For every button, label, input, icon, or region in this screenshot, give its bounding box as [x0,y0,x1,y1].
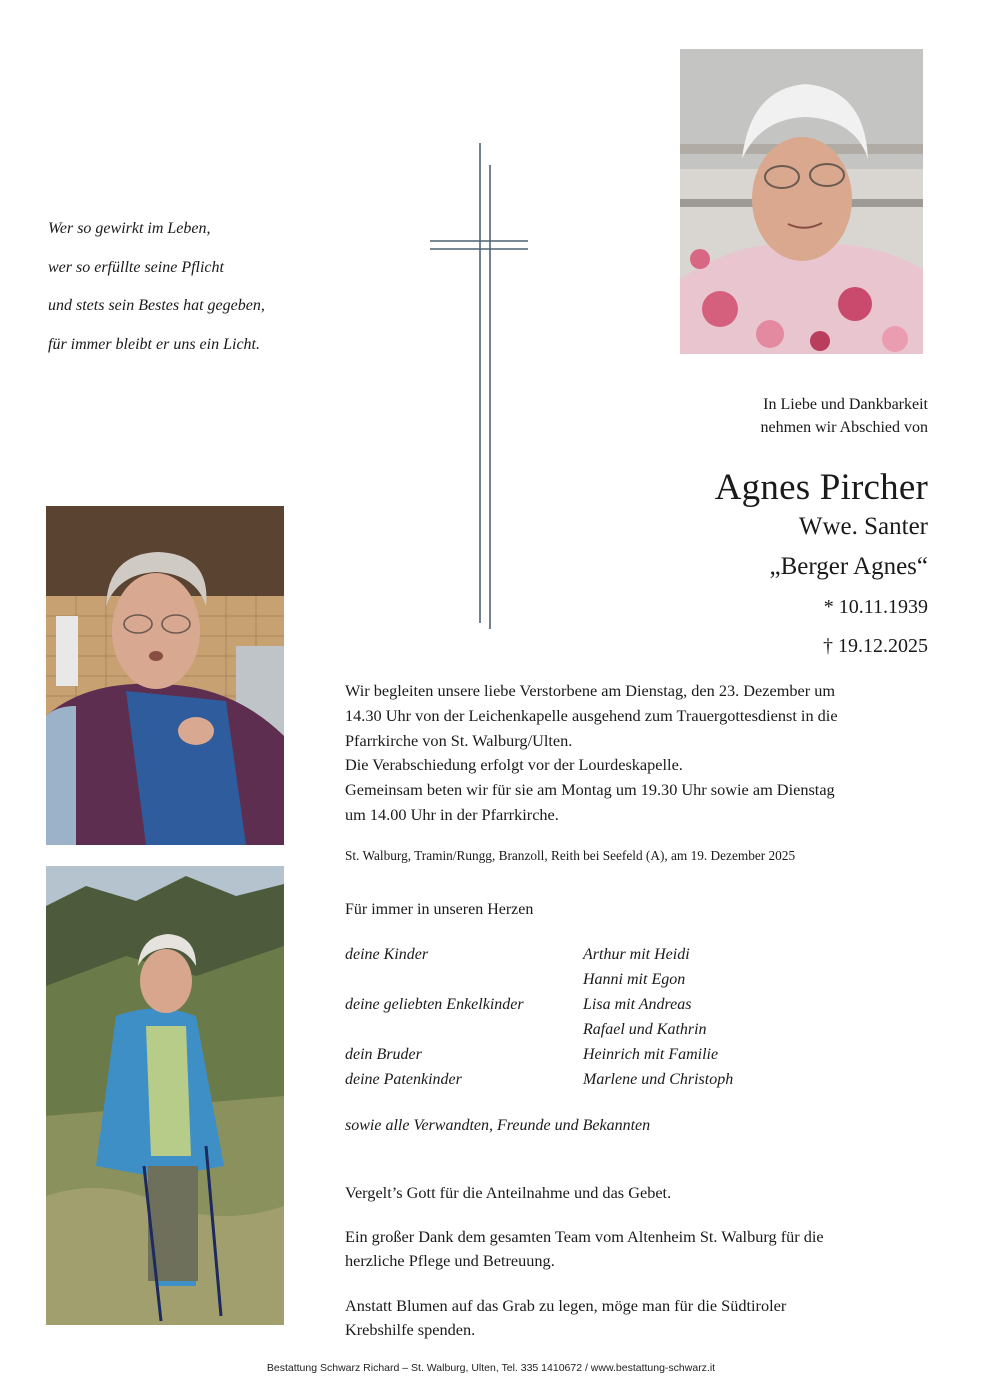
poem-line: und stets sein Bestes hat gegeben, [48,297,265,314]
intro-line: In Liebe und Dankbarkeit [763,396,928,413]
cross-icon [430,143,530,633]
forever-heading: Für immer in unseren Herzen [345,901,534,918]
thanks-prayer: Vergelt’s Gott für die Anteilnahme und das Gebet. [345,1183,672,1202]
family-row [345,1042,733,1067]
family-role: deine Patenkinder [345,1071,462,1088]
thanks-team-line: Ein großer Dank dem gesamten Team vom Altenheim St. Walburg für die [345,1227,824,1246]
family-role: deine geliebten Enkelkinder [345,996,524,1013]
family-names: Heinrich mit Familie [583,1046,719,1063]
thanks-team [345,1225,930,1273]
mountain-photo [46,866,284,1325]
announcement-line: Gemeinsam beten wir für sie am Montag um 19.30 Uhr sowie am Dienstag [345,780,835,800]
family-row [345,992,733,1017]
announcement-line: 14.30 Uhr von der Leichenkapelle ausgehend zum Trauergottesdienst in die [345,705,838,725]
funeral-announcement [345,679,930,828]
family-row [345,1017,733,1042]
family-role [345,1017,583,1042]
thanks-team-line: herzliche Pflege und Betreuung. [345,1251,555,1270]
intro-line: nehmen wir Abschied von [760,419,928,436]
poem-line: Wer so gewirkt im Leben, [48,220,211,237]
widow-of: Wwe. Santer [798,513,928,540]
announcement-line: Die Verabschiedung erfolgt vor der Lourdeskapelle. [345,755,683,775]
donation-line: Anstatt Blumen auf das Grab zu legen, möge man für die Südtiroler [345,1296,787,1315]
birth-date: * 10.11.1939 [823,596,928,618]
funeral-home-footer: Bestattung Schwarz Richard – St. Walburg, Ulten, Tel. 335 1410672 / www.bestattung-schwarz.it [266,1362,716,1374]
deceased-name: Agnes Pircher [714,467,928,508]
relatives-line: sowie alle Verwandten, Freunde und Bekannten [345,1117,651,1134]
portrait-photo [680,49,923,354]
nickname: „Berger Agnes“ [769,553,928,580]
family-row [345,942,733,967]
family-role: dein Bruder [345,1046,422,1063]
family-row [345,1067,733,1092]
family-row [345,967,733,992]
family-list [345,942,733,1092]
donation-note [345,1294,930,1342]
family-names: Marlene und Christoph [583,1071,734,1088]
family-role: deine Kinder [345,946,429,963]
poem [48,210,265,364]
announcement-line: Wir begleiten unsere liebe Verstorbene am Dienstag, den 23. Dezember um [345,681,836,700]
donation-line: Krebshilfe spenden. [345,1320,476,1339]
death-date: † 19.12.2025 [823,635,928,657]
family-names: Arthur mit Heidi [583,946,690,963]
kitchen-photo [46,506,284,845]
family-names: Rafael und Kathrin [583,1021,707,1038]
announcement-line: Pfarrkirche von St. Walburg/Ulten. [345,730,573,750]
announcement-line: um 14.00 Uhr in der Pfarrkirche. [345,804,559,824]
poem-line: wer so erfüllte seine Pflicht [48,258,224,276]
poem-line: für immer bleibt er uns ein Licht. [48,335,260,353]
intro-text [760,393,928,439]
family-names: Hanni mit Egon [583,971,686,988]
family-names: Lisa mit Andreas [583,996,692,1013]
place-date: St. Walburg, Tramin/Rungg, Branzoll, Reith bei Seefeld (A), am 19. Dezember 2025 [345,848,796,863]
family-role [345,967,583,992]
